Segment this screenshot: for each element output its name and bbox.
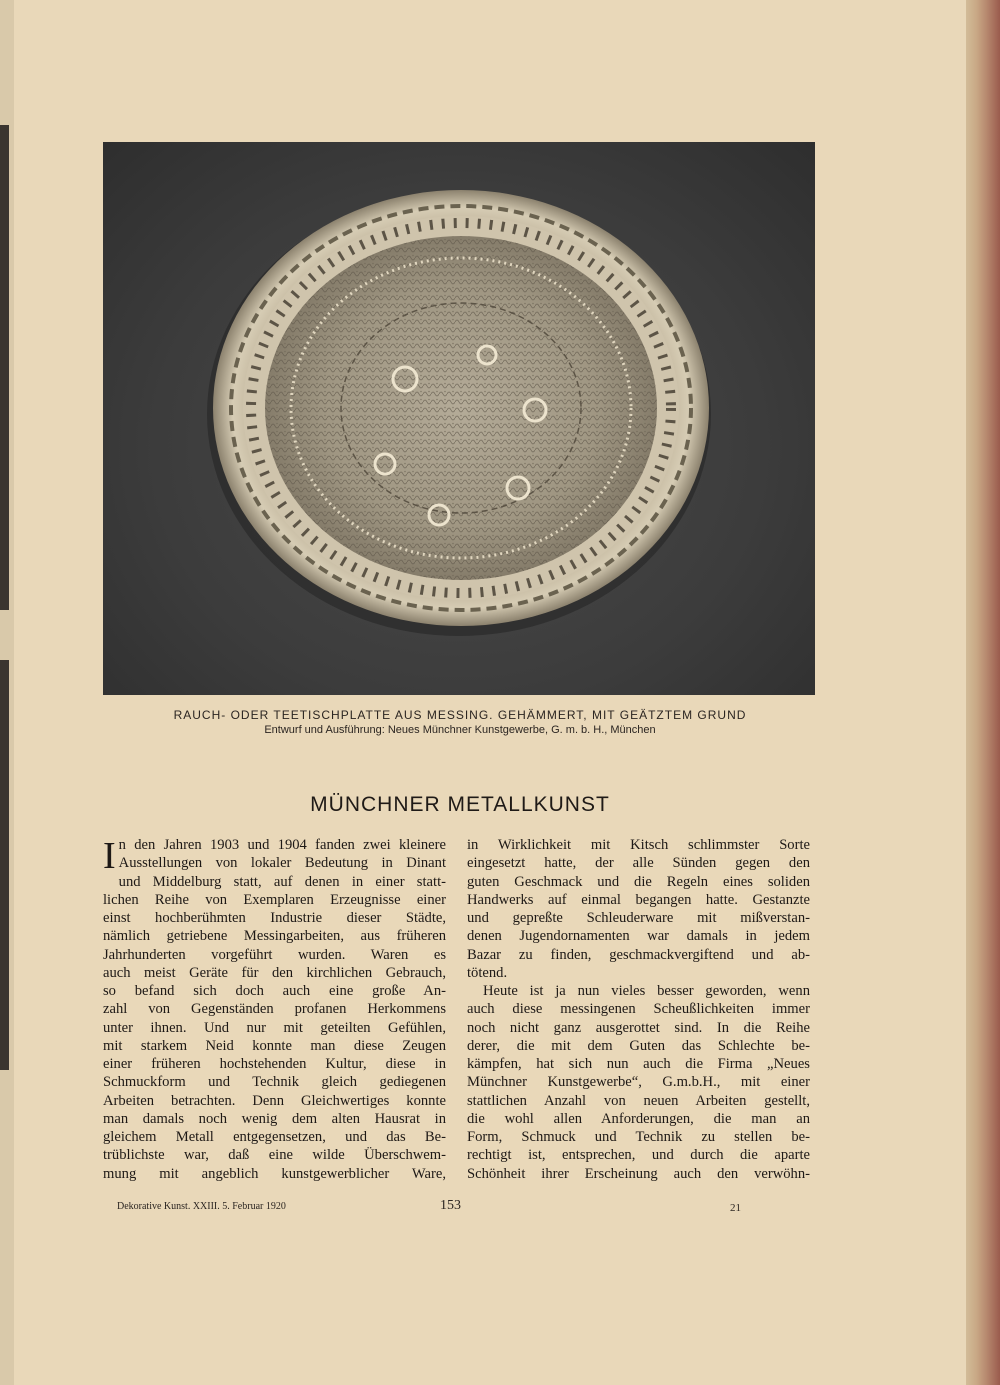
text-line: trüblichste war, daß eine wilde Überschwem- (103, 1147, 446, 1164)
drop-cap: I (103, 835, 116, 877)
text-line: gleichem Metall entgegensetzen, und das Be- (103, 1129, 446, 1145)
text-line: lichen Reihe von Exemplaren Erzeugnisse einer (103, 891, 446, 908)
text-line: so befand sich doch auch eine große An- (103, 983, 446, 999)
text-line: Münchner Kunstgewerbe“, G.m.b.H., mit einer (467, 1074, 810, 1091)
text-line: man damals noch wenig dem alten Hausrat in (103, 1110, 446, 1127)
text-column-left (103, 836, 446, 1183)
text-line: einer früheren hochstehenden Kultur, diese in (103, 1056, 446, 1072)
text-line: n den Jahren 1903 und 1904 fanden zwei kleinere (118, 837, 446, 853)
text-line: Schönheit ihrer Erscheinung auch den verwöhn- (467, 1165, 810, 1182)
text-line: unter ihnen. Und nur mit geteilten Gefühlen, (103, 1019, 446, 1036)
text-line: Handwerks auf einmal begangen hatte. Gestanzte (467, 891, 810, 908)
text-line: denen Jugendornamenten war damals in jedem (467, 928, 810, 945)
text-line: kämpfen, hat sich nun auch die Firma „Neues (467, 1056, 810, 1072)
text-line: Form, Schmuck und Technik zu stellen be- (467, 1129, 810, 1145)
text-line: guten Geschmack und die Regeln eines soliden (467, 873, 810, 890)
text-line: Arbeiten betrachten. Denn Gleichwertiges konnte (103, 1092, 446, 1109)
figure-credit: Entwurf und Ausführung: Neues Münchner Kunstgewerbe, G. m. b. H., München (264, 724, 656, 736)
tray-photograph (103, 142, 815, 695)
text-line: und Middelburg statt, auf denen in einer statt- (118, 873, 446, 890)
text-line: nämlich getriebene Messingarbeiten, aus früheren (103, 928, 446, 945)
text-line: mung mit angeblich kunstgewerblicher Ware, (103, 1165, 446, 1182)
page-number: 153 (440, 1198, 461, 1213)
page-stack-edge (966, 0, 1000, 1385)
text-line: auch meist Geräte für den kirchlichen Gebrauch, (103, 964, 446, 981)
text-line: Bazar zu finden, geschmackvergiftend und ab- (467, 946, 810, 963)
text-line: und gepreßte Schleuderware mit mißverstan- (467, 910, 810, 926)
article-title: MÜNCHNER METALLKUNST (310, 793, 610, 816)
text-line: Ausstellungen von lokaler Bedeutung in Dinant (118, 855, 446, 872)
text-line: eingesetzt hatte, der alle Sünden gegen den (467, 855, 810, 872)
text-line: stattlichen Anzahl von neuen Arbeiten gestellt, (467, 1092, 810, 1109)
text-line: die wohl allen Anforderungen, die man an (467, 1110, 810, 1127)
text-line: mit starkem Neid konnte man diese Zeugen (103, 1037, 446, 1054)
brass-tray-image (103, 142, 815, 695)
text-line: tötend. (467, 964, 508, 981)
text-line: derer, die mit dem Guten das Schlechte be- (467, 1037, 810, 1054)
text-line: in Wirklichkeit mit Kitsch schlimmster Sorte (467, 837, 810, 853)
journal-footer: Dekorative Kunst. XXIII. 5. Februar 1920 (117, 1201, 286, 1212)
text-line: zahl von Gegenständen profanen Herkommens (103, 1001, 446, 1018)
text-line: auch diese messingenen Scheußlichkeiten immer (467, 1001, 810, 1018)
text-line: einst hochberühmten Industrie dieser Städte, (103, 910, 446, 926)
figure-caption: RAUCH- ODER TEETISCHPLATTE AUS MESSING. GEHÄMMERT, MIT GEÄTZTEM GRUND (173, 708, 747, 722)
text-line: rechtigt ist, entsprechen, und durch die aparte (467, 1147, 810, 1164)
text-line: Schmuckform und Technik gleich gediegenen (103, 1074, 446, 1091)
text-line: noch nicht ganz ausgerottet sind. In die Reihe (467, 1019, 810, 1036)
text-line: Heute ist ja nun vieles besser geworden, wenn (483, 983, 810, 999)
signature-mark: 21 (730, 1202, 741, 1214)
text-line: Jahrhunderten vorgeführt wurden. Waren es (103, 946, 446, 963)
text-column-right (467, 836, 810, 1183)
